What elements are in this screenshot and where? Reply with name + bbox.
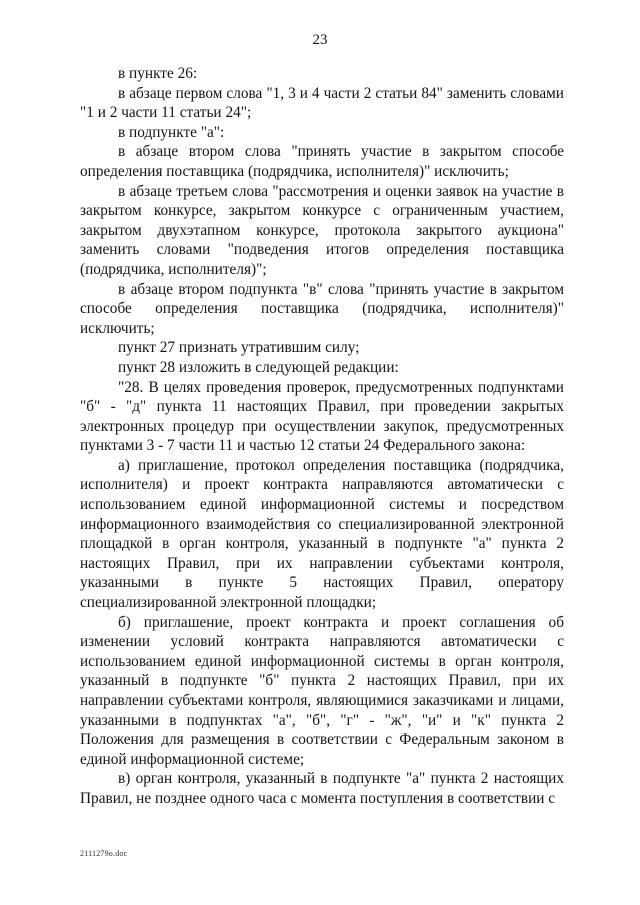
paragraph: б) приглашение, проект контракта и проект соглашения об изменении условий контракта направляются автоматически с использованием единой информационной системы в орган контроля, указанный в подпункте "б" пункта 2 настоящих Правил, при их направлении субъектами контроля, являющимися заказчиками и лицами, указанными в подпунктах "а", "б", "г" - "ж", "и" и "к" пункта 2 Положения для размещения в соответствии с Федеральным законом в единой информационной системе; [80,613,564,768]
file-code-footer: 2111279о.doc [80,849,128,858]
paragraph: пункт 27 признать утратившим силу; [118,339,360,357]
paragraph: в) орган контроля, указанный в подпункте "а" пункта 2 настоящих Правил, не позднее одного часа с момента поступления в соответствии с [80,770,564,807]
document-body [80,64,564,809]
paragraph: а) приглашение, протокол определения поставщика (подрядчика, исполнителя) и проект контракта направляются автоматически с использованием единой информационной системы и посредством информационного взаимодействия со специализированной электронной площадкой в орган контроля, указанный в подпункте "а" пункта 2 настоящих Правил, при их направлении субъектами контроля, указанными в пункте 5 настоящих Правил, оператору специализированной электронной площадки; [80,456,564,612]
paragraph: пункт 28 изложить в следующей редакции: [118,358,399,376]
paragraph: в абзаце третьем слова "рассмотрения и оценки заявок на участие в закрытом конкурсе, закрытом конкурсе с ограниченным участием, закрытом двухэтапном конкурсе, протокола закрытого аукциона" заменить словами "подведения итогов определения поставщика (подрядчика, исполнителя)"; [80,182,564,278]
paragraph: в абзаце первом слова "1, 3 и 4 части 2 статьи 84" заменить словами "1 и 2 части 11 статьи 24"; [80,84,564,122]
page-number: 23 [312,32,328,48]
paragraph: в абзаце втором слова "принять участие в закрытом способе определения поставщика (подрядчика, исполнителя)" исключить; [80,143,564,180]
paragraph: в пункте 26: [118,65,198,82]
paragraph: в подпункте "а": [118,123,225,141]
paragraph: в абзаце втором подпункта "в" слова "принять участие в закрытом способе определения поставщика (подрядчика, исполнителя)" исключить; [80,280,564,337]
paragraph: "28. В целях проведения проверок, предусмотренных подпунктами "б" - "д" пункта 11 настоящих Правил, при проведении закрытых электронных процедур при осуществлении закупок, предусмотренных пунктами 3 - 7 части 11 и частью 12 статьи 24 Федерального закона: [80,378,564,455]
